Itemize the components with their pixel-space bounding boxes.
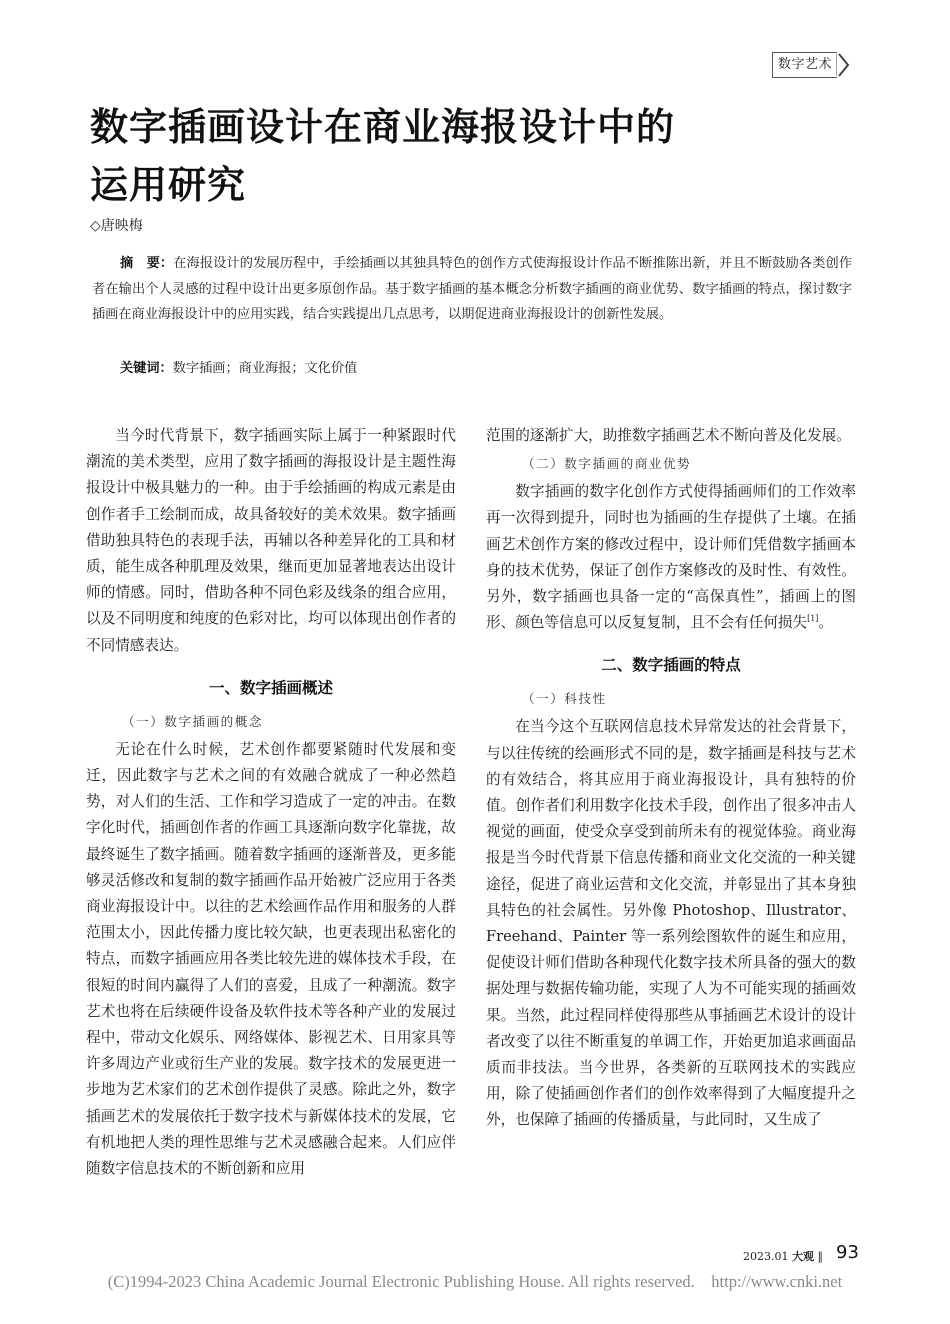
keywords-label: 关键词： [120,361,173,376]
issue-info [743,1248,823,1264]
abstract-text: 在海报设计的发展历程中，手绘插画以其独具特色的创作方式使海报设计作品不断推陈出新，并且不断鼓励各类创作者在输出个人灵感的过程中设计出更多原创作品。基于数字插画的基本概念分析数字插画的商业优势、数字插画的特点，探讨数字插画在商业海报设计中的应用实践，结合实践提出几点思考，以期促进商业海报设计的创新性发展。 [92,256,852,322]
section-heading-2: 二、数字插画的特点 [601,656,741,675]
citation-ref[interactable]: [1] [807,614,819,624]
right-column [486,423,856,1134]
subsection-heading-3: （一）科技性 [522,691,607,707]
abstract-label: 摘 要： [120,256,174,271]
left-column [86,423,456,1182]
commercial-advantage-paragraph [486,479,856,636]
issue-date: 2023.01 [743,1250,789,1263]
intro-paragraph: 当今时代背景下，数字插画实际上属于一种紧跟时代潮流的美术类型，应用了数字插画的海报设计是主题性海报设计中极具魅力的一种。由于手绘插画的构成元素是由创作者手工绘制而成，故具备较好的美术效果。数字插画借助独具特色的表现手法，再辅以各种差异化的工具和材质，能生成各种肌理及效果，继而更加显著地表达出设计师的情感。同时，借助各种不同色彩及线条的组合应用，以及不同明度和纯度的色彩对比，均可以体现出创作者的不同情感表达。 [86,427,456,654]
author-name: ◇唐映梅 [90,218,143,234]
section-heading-1: 一、数字插画概述 [208,678,333,697]
title-line-2: 运用研究 [90,163,247,207]
copyright-notice: (C)1994-2023 China Academic Journal Electronic Publishing House. All rights reserved. http://www.cnki.net [107,1272,843,1291]
commercial-advantage-text: 数字插画的数字化创作方式使得插画师们的工作效率再一次得到提升，同时也为插画的生存提供了土壤。在插画艺术创作方案的修改过程中，设计师们凭借数字插画本身的技术优势，保证了创作方案修改的及时性、有效性。另外，数字插画也具备一定的“高保真性”，插画上的图形、颜色等信息可以反复复制，且不会有任何损失 [486,483,856,632]
technology-paragraph: 在当今这个互联网信息技术异常发达的社会背景下，与以往传统的绘画形式不同的是，数字插画是科技与艺术的有效结合，将其应用于商业海报设计，具有独特的价值。创作者们利用数字化技术手段，创作出了很多冲击人视觉的画面，使受众享受到前所未有的视觉体验。商业海报是当今时代背景下信息传播和商业文化交流的一种关键途径，促进了商业运营和文化交流，并彰显出了其本身独具特色的社会属性。另外像 Photoshop、Illustrator、Freehand、Painter 等一系列绘图软件的诞生和应用，促使设计师们借助各种现代化数字技术所具备的强大的数据处理与数据传输功能，实现了人为不可能实现的插画效果。当然，此过程同样使得那些从事插画艺术设计的设计者改变了以往不断重复的单调工作，开始更加追求画面品质而非技法。当今世界，各类新的互联网技术的实践应用，除了使插画创作者们的创作效率得到了大幅度提升之外，也保障了插画的传播质量，与此同时，又生成了 [486,718,856,1129]
page-number: 93 [836,1242,859,1263]
abstract [92,251,852,328]
sentence-end: 。 [818,614,834,632]
concept-paragraph: 无论在什么时候，艺术创作都要紧随时代发展和变迁，因此数字与艺术之间的有效融合就成了一种必然趋势，对人们的生活、工作和学习造成了一定的冲击。在数字化时代，插画创作者的作画工具逐渐向数字化靠拢，故最终诞生了数字插画。随着数字插画的逐渐普及，更多能够灵活修改和复制的数字插画作品开始被广泛应用于各类商业海报设计中。以往的艺术绘画作品作用和服务的人群范围太小，因此传播力度比较欠缺，也更表现出私密化的特点，而数字插画应用各类比较先进的媒体技术手段，在很短的时间内赢得了人们的喜爱，且成了一种潮流。数字艺术也将在后续硬件设备及软件技术等各种产业的发展过程中，带动文化娱乐、网络媒体、影视艺术、日用家具等许多周边产业或衍生产业的发展。数字技术的发展更进一步地为艺术家们的艺术创作提供了灵感。除此之外，数字插画艺术的发展依托于数字技术与新媒体技术的发展，它有机地把人类的理性思维与艺术灵感融合起来。人们应伴随数字信息技术的不断创新和应用 [86,740,456,1178]
keywords-text: 数字插画；商业海报；文化价值 [172,361,358,376]
keywords [120,356,850,382]
subsection-heading-2: （二）数字插画的商业优势 [522,456,692,472]
chevron-right-icon [836,52,852,78]
journal-name: 大观 [792,1250,814,1263]
subsection-heading-1: （一）数字插画的概念 [122,713,263,729]
footer-separator: ‖ [817,1250,823,1263]
article-title [90,98,790,214]
continuation-paragraph: 范围的逐渐扩大，助推数字插画艺术不断向普及化发展。 [486,427,851,444]
title-line-1: 数字插画设计在商业海报设计中的 [90,105,676,149]
column-tag: 数字艺术 [772,52,837,78]
